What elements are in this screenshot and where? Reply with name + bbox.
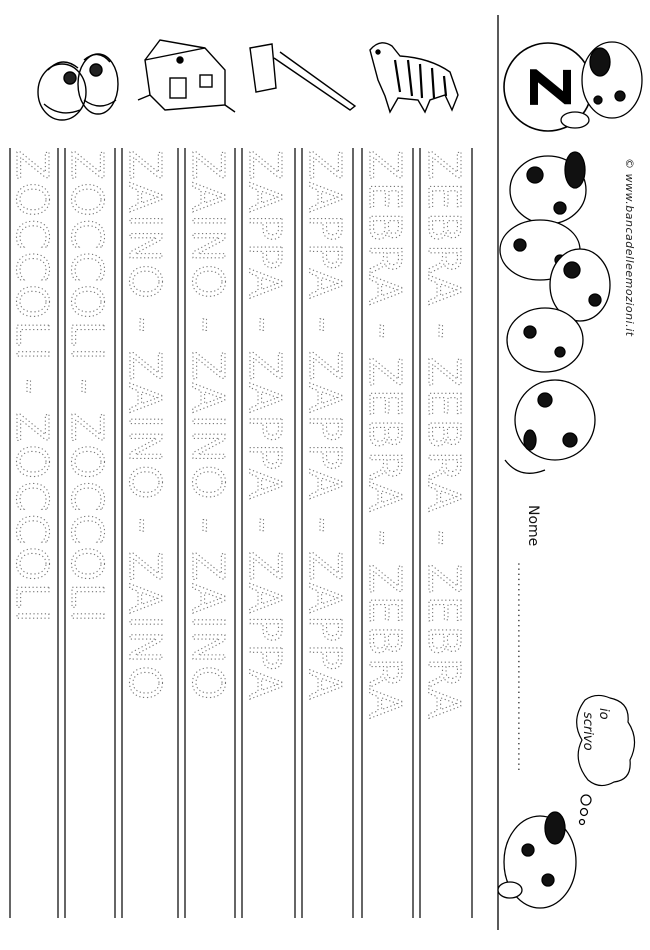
shoes-clogs-icon bbox=[38, 54, 118, 120]
trace-row: ZEBRA - ZEBRA - ZEBRA bbox=[418, 150, 469, 721]
trace-row: ZAPPA - ZAPPA - ZAPPA bbox=[239, 150, 290, 702]
name-field[interactable]: ......................................... bbox=[514, 562, 529, 773]
header-letter: Z bbox=[516, 66, 581, 108]
trace-row: ZAPPA - ZAPPA - ZAPPA bbox=[299, 150, 350, 702]
trace-row: ZAINO - ZAINO - ZAINO bbox=[119, 150, 170, 702]
dalmatian-puppies-group-icon bbox=[500, 152, 610, 473]
trace-row: ZAINO - ZAINO - ZAINO bbox=[182, 150, 233, 702]
tracing-rows bbox=[6, 150, 469, 721]
speech-bubble-text-line1: io bbox=[596, 708, 611, 720]
name-label: Nome bbox=[525, 505, 541, 547]
house-icon bbox=[138, 40, 235, 112]
trace-row: ZOCCOLI - ZOCCOLI bbox=[6, 150, 57, 625]
zebra-icon bbox=[370, 43, 458, 112]
trace-row: ZEBRA - ZEBRA - ZEBRA bbox=[359, 150, 410, 721]
site-credit: © www.bancadelleemozioni.it bbox=[623, 158, 636, 337]
trace-row: ZOCCOLI - ZOCCOLI bbox=[61, 150, 112, 625]
dalmatian-puppy-bottom-icon bbox=[498, 812, 576, 908]
speech-bubble-text-line2: scrivo bbox=[580, 712, 595, 751]
hoe-icon bbox=[250, 44, 355, 110]
